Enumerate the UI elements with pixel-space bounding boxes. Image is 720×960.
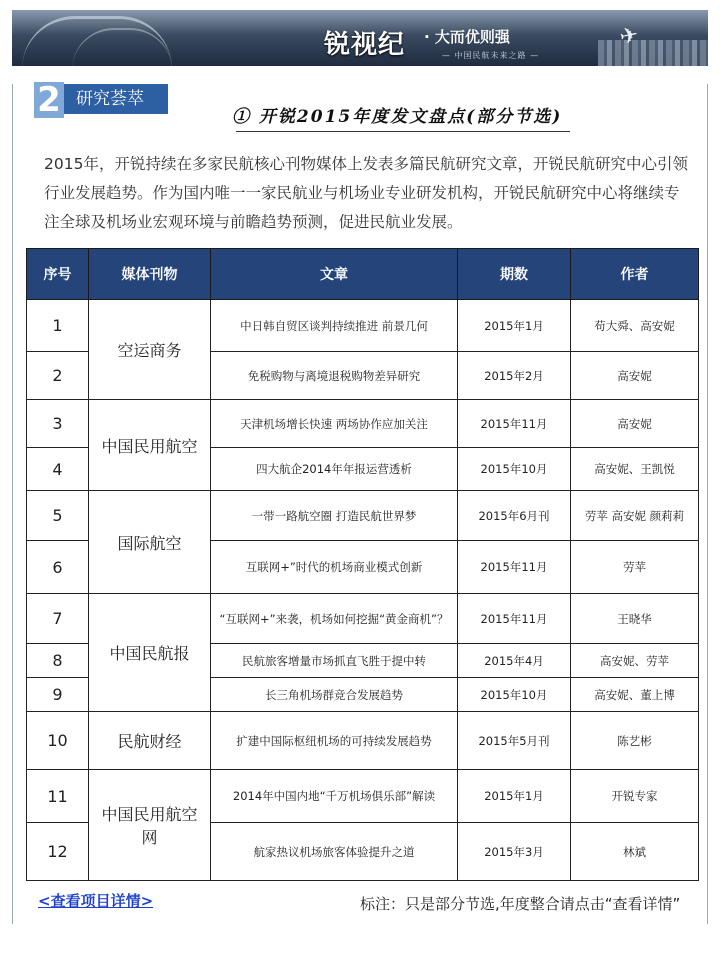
row-author: 劳苹 高安妮 颜莉莉 (571, 491, 699, 541)
row-issue: 2015年11月 (458, 594, 571, 644)
row-author: 高安妮、董上博 (571, 678, 699, 712)
row-issue: 2015年6月刊 (458, 491, 571, 541)
row-seq: 1 (27, 300, 89, 352)
row-article: 扩建中国际枢纽机场的可持续发展趋势 (211, 712, 458, 770)
banner-subtitle: — 中国民航未来之路 — (442, 51, 540, 60)
row-article: 长三角机场群竞合发展趋势 (211, 678, 458, 712)
row-seq: 4 (27, 448, 89, 491)
row-seq: 7 (27, 594, 89, 644)
row-author: 高安妮、王凯悦 (571, 448, 699, 491)
row-author: 王晓华 (571, 594, 699, 644)
row-author: 高安妮 (571, 352, 699, 400)
row-issue: 2015年5月刊 (458, 712, 571, 770)
row-seq: 2 (27, 352, 89, 400)
media-cell: 中国民用航空 (89, 400, 211, 491)
banner-logo: 锐视纪 (324, 30, 406, 60)
subtitle-underline (236, 131, 570, 132)
header-issue: 期数 (458, 249, 571, 300)
table-row (27, 594, 699, 644)
header-media: 媒体刊物 (89, 249, 211, 300)
row-author: 劳苹 (571, 541, 699, 594)
header-author: 作者 (571, 249, 699, 300)
header-banner (12, 10, 708, 66)
page-frame-right (707, 84, 708, 924)
media-cell: 中国民航报 (89, 594, 211, 712)
table-header-row (27, 249, 699, 300)
row-author: 林斌 (571, 823, 699, 881)
row-author: 苟大舜、高安妮 (571, 300, 699, 352)
intro-paragraph: 2015年，开锐持续在多家民航核心刊物媒体上发表多篇民航研究文章，开锐民航研究中心引领行业发展趋势。作为国内唯一一家民航业与机场业专业研发机构，开锐民航研究中心将继续专注全球及机场业宏观环境与前瞻趋势预测，促进民航业发展。 (44, 155, 688, 231)
media-cell: 民航财经 (89, 712, 211, 770)
row-article: 四大航企2014年年报运营透析 (211, 448, 458, 491)
row-seq: 8 (27, 644, 89, 678)
view-details-link[interactable]: <查看项目详情> (38, 892, 154, 910)
row-seq: 3 (27, 400, 89, 448)
row-issue: 2015年3月 (458, 823, 571, 881)
row-article: 民航旅客增量市场抓直飞胜于提中转 (211, 644, 458, 678)
row-issue: 2015年4月 (458, 644, 571, 678)
row-issue: 2015年10月 (458, 448, 571, 491)
row-issue: 2015年1月 (458, 300, 571, 352)
media-cell: 国际航空 (89, 491, 211, 594)
row-article: 天津机场增长快速 两场协作应加关注 (211, 400, 458, 448)
row-seq: 11 (27, 770, 89, 823)
row-seq: 9 (27, 678, 89, 712)
row-issue: 2015年10月 (458, 678, 571, 712)
row-issue: 2015年1月 (458, 770, 571, 823)
row-article: 2014年中国内地“千万机场俱乐部”解读 (211, 770, 458, 823)
footnote: 标注：只是部分节选,年度整合请点击“查看详情” (360, 895, 681, 913)
row-article: 免税购物与离境退税购物差异研究 (211, 352, 458, 400)
airplane-icon: ✈ (617, 22, 641, 51)
row-author: 高安妮 (571, 400, 699, 448)
banner-slogan: · 大而优则强 (424, 28, 510, 46)
section-subtitle: ① 开锐2015年度发文盘点(部分节选) (232, 107, 563, 127)
row-author: 开锐专家 (571, 770, 699, 823)
row-seq: 5 (27, 491, 89, 541)
table-row (27, 491, 699, 541)
row-issue: 2015年11月 (458, 400, 571, 448)
media-cell: 空运商务 (89, 300, 211, 400)
section-number: 2 (34, 82, 64, 118)
city-skyline-graphic (598, 40, 708, 66)
row-seq: 10 (27, 712, 89, 770)
row-article: 航家热议机场旅客体验提升之道 (211, 823, 458, 881)
row-article: “互联网+”来袭，机场如何挖掘“黄金商机”？ (211, 594, 458, 644)
row-issue: 2015年2月 (458, 352, 571, 400)
row-author: 高安妮、劳苹 (571, 644, 699, 678)
row-article: 一带一路航空圈 打造民航世界梦 (211, 491, 458, 541)
row-seq: 6 (27, 541, 89, 594)
publications-table (26, 248, 699, 881)
section-title: 研究荟萃 (64, 84, 168, 114)
page-frame-left (12, 84, 13, 924)
header-article: 文章 (211, 249, 458, 300)
row-article: 互联网+”时代的机场商业模式创新 (211, 541, 458, 594)
table-row (27, 400, 699, 448)
row-author: 陈艺彬 (571, 712, 699, 770)
media-cell: 中国民用航空网 (89, 770, 211, 881)
row-seq: 12 (27, 823, 89, 881)
row-article: 中日韩自贸区谈判持续推进 前景几何 (211, 300, 458, 352)
row-issue: 2015年11月 (458, 541, 571, 594)
table-row (27, 712, 699, 770)
table-row (27, 300, 699, 352)
header-seq: 序号 (27, 249, 89, 300)
table-row (27, 770, 699, 823)
